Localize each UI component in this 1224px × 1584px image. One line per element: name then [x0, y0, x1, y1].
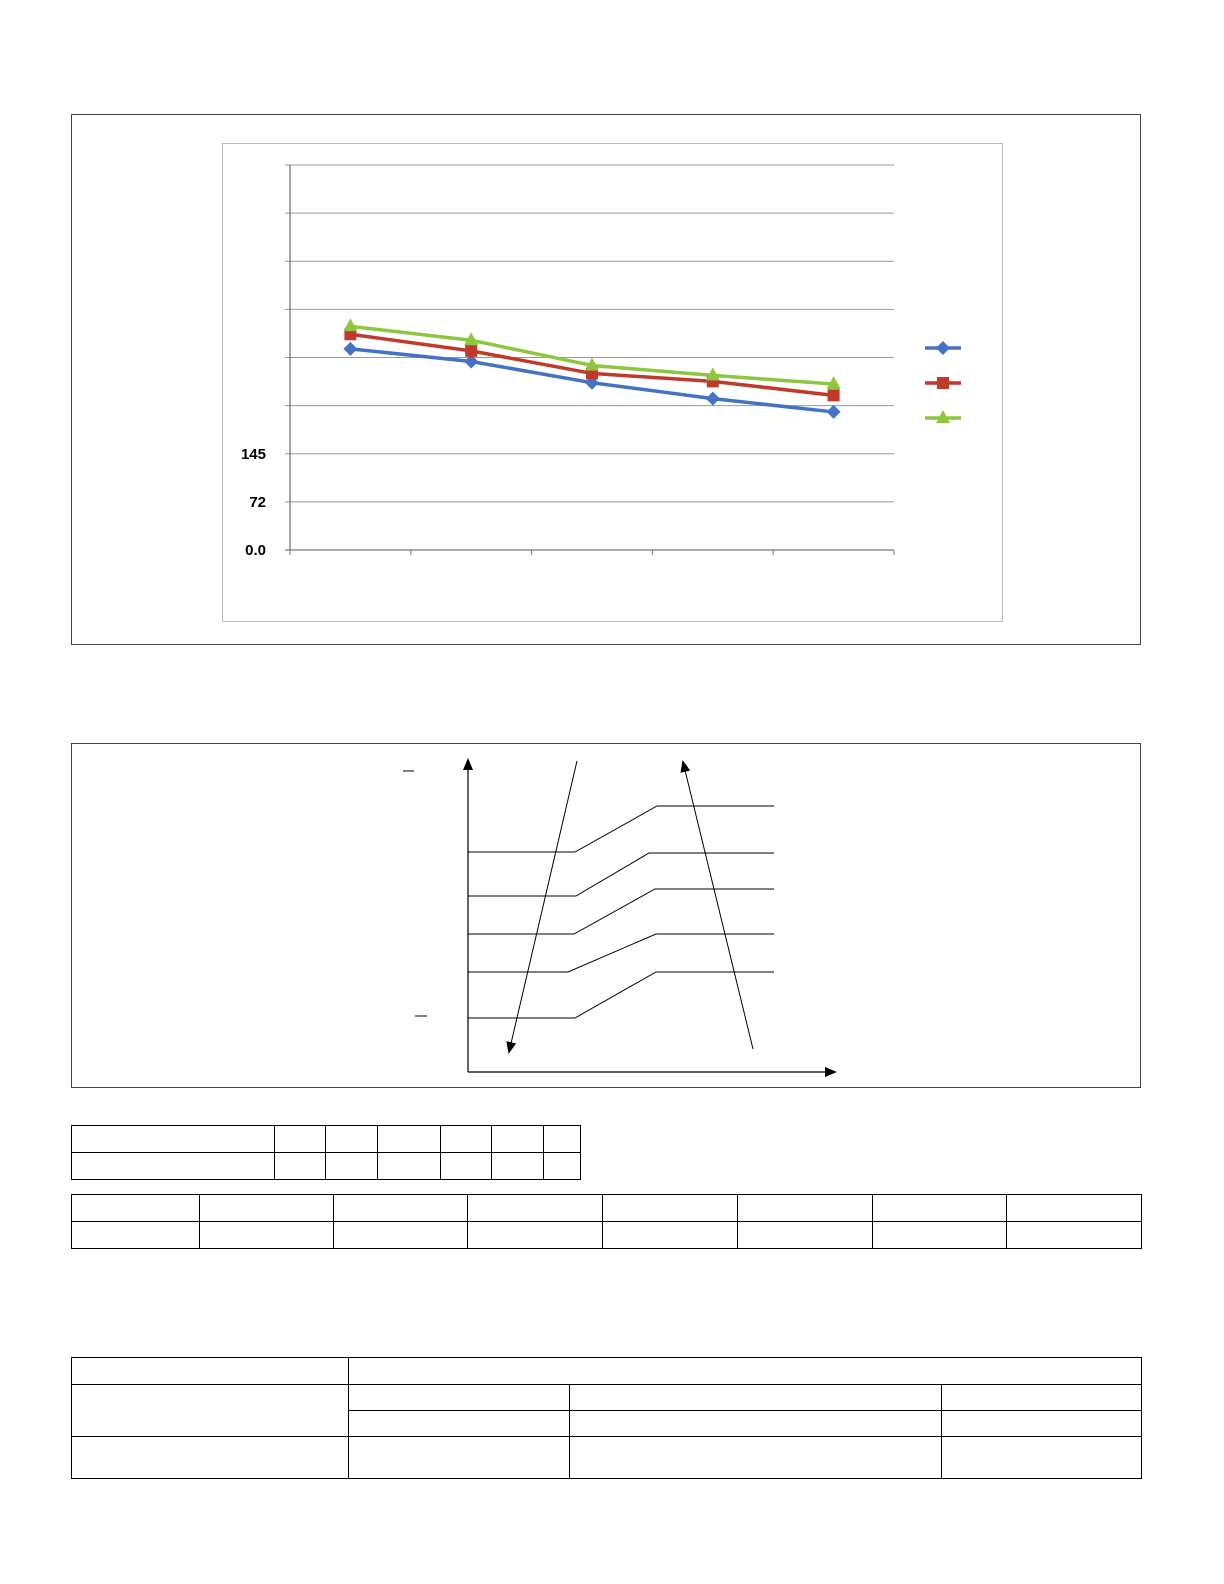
table-cell: [275, 1126, 326, 1153]
table-cell: [349, 1385, 570, 1411]
table-cell: [570, 1437, 942, 1479]
step-line-1: [468, 806, 774, 852]
line-chart: [72, 115, 1142, 646]
table-row: [72, 1358, 1142, 1385]
table-cell: [873, 1195, 1007, 1222]
table-cell: [72, 1153, 275, 1180]
table-row: [72, 1195, 1142, 1222]
data-point: [706, 392, 720, 406]
table-cell: [326, 1126, 377, 1153]
table-cell: [334, 1195, 468, 1222]
table-cell: [942, 1437, 1142, 1479]
step-line-4: [468, 934, 774, 972]
down-diagonal-arrow: [509, 761, 577, 1052]
table-cell: [440, 1126, 491, 1153]
table-cell: [468, 1222, 603, 1249]
line-chart-frame: [71, 114, 1141, 645]
table-cell: [377, 1153, 440, 1180]
table-cell: [326, 1153, 377, 1180]
table-row: [72, 1222, 1142, 1249]
step-line-2: [468, 853, 774, 896]
table-row: [72, 1153, 581, 1180]
table-cell: [334, 1222, 468, 1249]
y-tick-label: 145: [240, 445, 266, 463]
table-cell: [738, 1195, 873, 1222]
table-cell: [200, 1222, 334, 1249]
table-cell: [1007, 1222, 1142, 1249]
y-tick-label: 0.0: [245, 542, 266, 559]
table-cell: [72, 1195, 200, 1222]
table-row: [72, 1437, 1142, 1479]
table-cell: [543, 1126, 580, 1153]
table-cell: [349, 1437, 570, 1479]
y-tick-label: 72: [249, 493, 266, 511]
legend-marker-2: [937, 377, 949, 389]
table-cell: [738, 1222, 873, 1249]
table-cell: [570, 1411, 942, 1437]
table-cell: [543, 1153, 580, 1180]
table-cell: [200, 1195, 334, 1222]
table-cell: [72, 1358, 349, 1385]
data-point: [343, 318, 357, 331]
table-cell: [603, 1195, 738, 1222]
up-diagonal-arrow: [683, 762, 753, 1049]
table-cell: [491, 1126, 543, 1153]
data-point: [465, 345, 477, 357]
table-cell: [468, 1195, 603, 1222]
data-point: [827, 405, 841, 419]
legend-marker-1: [936, 341, 950, 355]
table-row: [72, 1385, 1142, 1411]
table-cell: [72, 1385, 349, 1437]
table-3: [71, 1357, 1142, 1479]
table-cell: [942, 1411, 1142, 1437]
table-row: [72, 1126, 581, 1153]
schematic-diagram-frame: [71, 743, 1141, 1088]
table-cell: [603, 1222, 738, 1249]
table-1: [71, 1125, 581, 1180]
table-cell: [570, 1385, 942, 1411]
table-cell: [1007, 1195, 1142, 1222]
table-cell: [440, 1153, 491, 1180]
schematic-diagram: [72, 744, 1142, 1089]
table-cell: [942, 1385, 1142, 1411]
table-cell: [491, 1153, 543, 1180]
table-cell: [275, 1153, 326, 1180]
table-cell: [349, 1358, 1142, 1385]
step-line-5: [468, 972, 774, 1018]
table-2: [71, 1194, 1142, 1249]
data-point: [828, 389, 840, 401]
table-cell: [72, 1222, 200, 1249]
table-cell: [873, 1222, 1007, 1249]
data-point: [343, 342, 357, 356]
table-cell: [72, 1126, 275, 1153]
table-cell: [72, 1437, 349, 1479]
table-cell: [349, 1411, 570, 1437]
table-cell: [377, 1126, 440, 1153]
